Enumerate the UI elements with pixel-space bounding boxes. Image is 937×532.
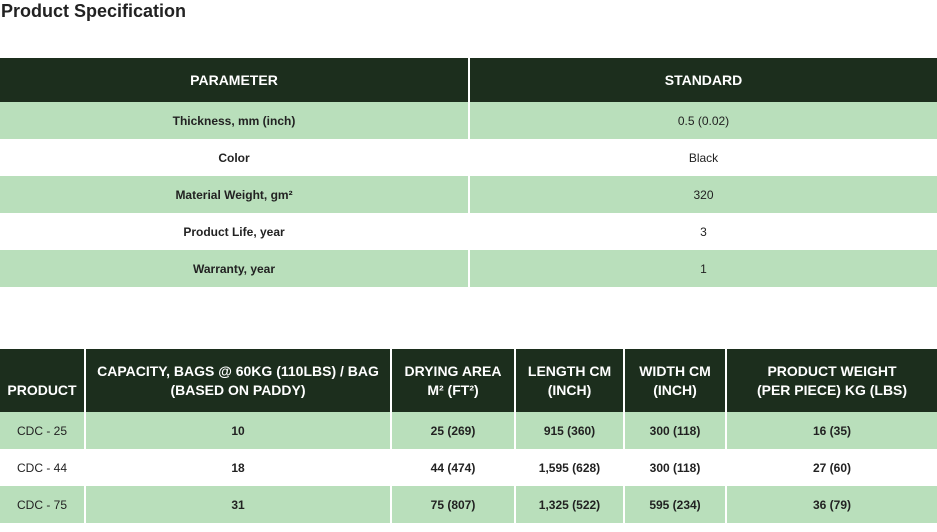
weight-cell: 16 (35) (726, 412, 937, 449)
product-header-drying-area (391, 349, 515, 412)
product-header-weight (726, 349, 937, 412)
width-cell: 595 (234) (624, 486, 726, 523)
spec-parameter-cell: Material Weight, gm² (0, 176, 469, 213)
product-name-cell: CDC - 44 (0, 449, 85, 486)
length-cell: 1,325 (522) (515, 486, 624, 523)
header-line: (PER PIECE) KG (LBS) (756, 381, 908, 398)
header-line: DRYING AREA (404, 362, 502, 379)
drying-area-cell: 75 (807) (391, 486, 515, 523)
header-line: LENGTH CM (527, 362, 612, 379)
weight-cell: 36 (79) (726, 486, 937, 523)
spec-row (0, 102, 937, 139)
page-title: Product Specification (1, 1, 187, 21)
product-name-cell: CDC - 75 (0, 486, 85, 523)
length-cell: 1,595 (628) (515, 449, 624, 486)
product-header-product (0, 349, 85, 412)
spec-header-parameter: PARAMETER (0, 58, 469, 102)
spec-header-standard: STANDARD (469, 58, 937, 102)
capacity-cell: 31 (85, 486, 391, 523)
header-line: WIDTH CM (639, 362, 711, 379)
capacity-cell: 10 (85, 412, 391, 449)
capacity-cell: 18 (85, 449, 391, 486)
weight-cell: 27 (60) (726, 449, 937, 486)
spec-standard-cell: 320 (469, 176, 937, 213)
spec-row (0, 213, 937, 250)
product-header-length (515, 349, 624, 412)
drying-area-cell: 44 (474) (391, 449, 515, 486)
spec-standard-cell: 0.5 (0.02) (469, 102, 937, 139)
spec-standard-cell: 1 (469, 250, 937, 287)
spec-table (0, 58, 937, 287)
spec-standard-cell: 3 (469, 213, 937, 250)
spec-parameter-cell: Warranty, year (0, 250, 469, 287)
spec-standard-cell: Black (469, 139, 937, 176)
spec-parameter-cell: Color (0, 139, 469, 176)
product-header-row (0, 349, 937, 412)
product-header-width (624, 349, 726, 412)
drying-area-cell: 25 (269) (391, 412, 515, 449)
width-cell: 300 (118) (624, 449, 726, 486)
header-line: M² (FT²) (427, 381, 479, 398)
product-name-cell: CDC - 25 (0, 412, 85, 449)
header-line: (INCH) (547, 381, 592, 398)
length-cell: 915 (360) (515, 412, 624, 449)
product-table (0, 349, 937, 523)
product-row (0, 449, 937, 486)
product-header-capacity (85, 349, 391, 412)
spec-row (0, 176, 937, 213)
spec-parameter-cell: Thickness, mm (inch) (0, 102, 469, 139)
product-row (0, 486, 937, 523)
header-line: (BASED ON PADDY) (170, 381, 306, 398)
header-line: PRODUCT (7, 382, 77, 398)
spec-header-row (0, 58, 937, 102)
width-cell: 300 (118) (624, 412, 726, 449)
header-line: PRODUCT WEIGHT (767, 362, 897, 379)
header-line: (INCH) (653, 381, 697, 398)
spec-row (0, 250, 937, 287)
spec-row (0, 139, 937, 176)
product-row (0, 412, 937, 449)
header-line: CAPACITY, BAGS @ 60KG (110LBS) / BAG (97, 362, 379, 379)
spec-parameter-cell: Product Life, year (0, 213, 469, 250)
